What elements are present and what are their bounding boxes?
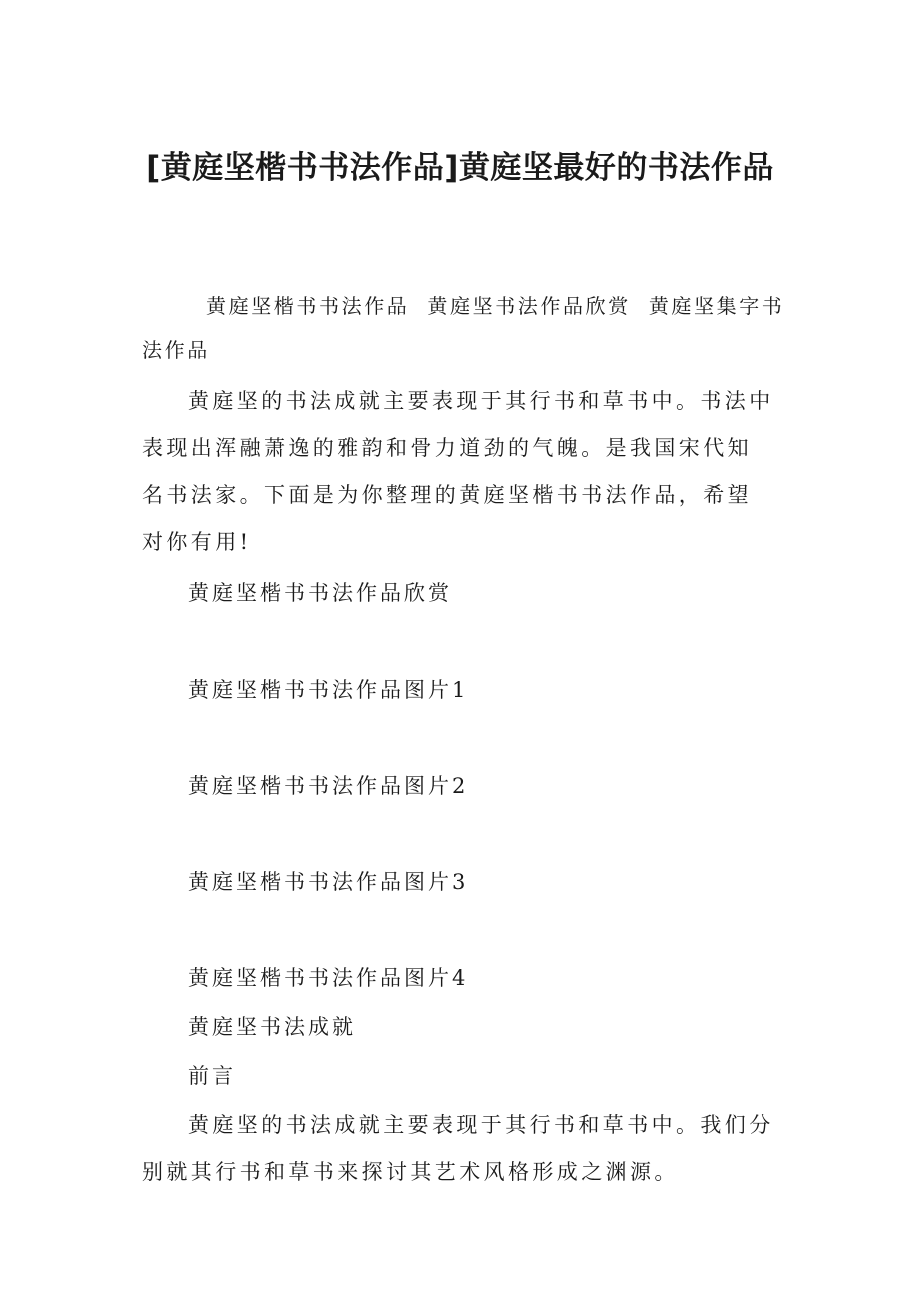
keyword: 黄庭坚集字书法作品	[142, 294, 785, 362]
intro-paragraph: 黄庭坚的书法成就主要表现于其行书和草书中。书法中表现出浑融萧逸的雅韵和骨力道劲的气魄。是我国宋代知名书法家。下面是为你整理的黄庭坚楷书书法作品，希望对你有用!	[142, 389, 774, 554]
keyword: 黄庭坚书法作品欣赏	[427, 294, 631, 318]
image-caption-1: 黄庭坚楷书书法作品图片1	[188, 678, 469, 702]
keyword: 黄庭坚楷书书法作品	[206, 294, 410, 318]
document-title: [黄庭坚楷书书法作品]黄庭坚最好的书法作品	[146, 150, 774, 186]
keywords-line	[142, 284, 792, 372]
image-caption-3: 黄庭坚楷书书法作品图片3	[188, 870, 469, 894]
preface-heading: 前言	[188, 1064, 236, 1088]
section-heading: 黄庭坚楷书书法作品欣赏	[188, 581, 452, 605]
image-caption-2: 黄庭坚楷书书法作品图片2	[188, 774, 469, 798]
preface-paragraph: 黄庭坚的书法成就主要表现于其行书和草书中。我们分别就其行书和草书来探讨其艺术风格形成之渊源。	[142, 1113, 774, 1184]
image-caption-4: 黄庭坚楷书书法作品图片4	[188, 966, 469, 990]
achievement-heading: 黄庭坚书法成就	[188, 1015, 356, 1039]
